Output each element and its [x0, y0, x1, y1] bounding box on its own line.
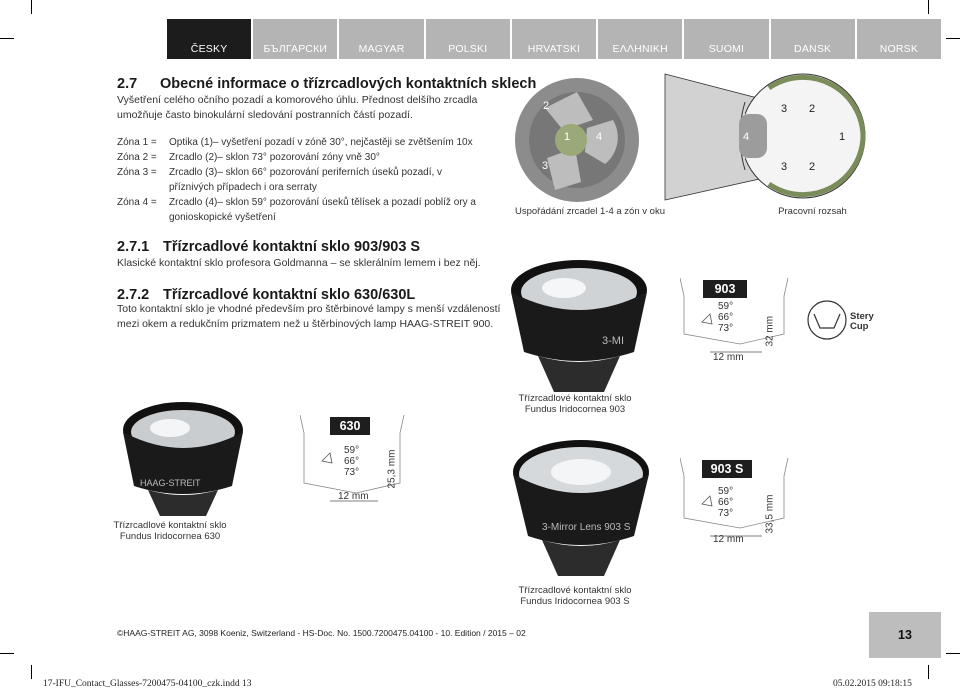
- sub2-text-line: mezi okem a redukčním prizmatem než u štěrbinových lamp HAAG-STREIT 900.: [117, 318, 494, 330]
- crop-mark: [946, 38, 960, 39]
- zone-key: Zóna 4 =: [117, 197, 157, 208]
- working-range-diagram: [655, 72, 870, 204]
- angle-icon: [322, 453, 332, 463]
- angle-value: 66°: [718, 312, 734, 323]
- lens-photo-630: [118, 398, 248, 520]
- zone-text: Zrcadlo (4)– sklon 59° pozorování úseků tělísek a pozadí poblíž ory a: [169, 197, 476, 208]
- diagram2-label: 3: [781, 161, 788, 173]
- crop-mark: [928, 665, 929, 679]
- diagram2-label: 1: [839, 131, 846, 143]
- width-630: 12 mm: [338, 491, 369, 502]
- angle-value: 73°: [718, 508, 734, 519]
- angles-630: [344, 445, 359, 478]
- caption-line: Fundus Iridocornea 903: [524, 404, 626, 415]
- footer-copyright: ©HAAG-STREIT AG, 3098 Koeniz, Switzerland - HS-Doc. No. 1500.7200475.04100 - 10. Edition / 2015 – 02: [117, 628, 526, 638]
- lens-reflection: [551, 459, 611, 485]
- page-number-box: 13: [869, 612, 941, 658]
- angles-903s: [718, 486, 733, 519]
- lens-caption-903: [500, 393, 650, 415]
- stery-line: Stery: [850, 311, 874, 322]
- section-title: Obecné informace o třízrcadlových kontaktních sklech: [160, 76, 537, 92]
- caption-line: Třízrcadlové kontaktní sklo: [518, 585, 632, 596]
- diagram2-label: 3: [781, 103, 788, 115]
- sub2-number: 2.7.2: [117, 287, 150, 303]
- lens-reflection: [542, 278, 586, 298]
- lens-reflection: [150, 419, 190, 437]
- product-name-903: 903: [703, 280, 747, 298]
- product-name-903s: 903 S: [702, 460, 752, 478]
- section-intro: [117, 93, 502, 123]
- lens-caption-630: [110, 520, 230, 542]
- language-tabs: [167, 19, 941, 59]
- product-name-630: 630: [330, 417, 370, 435]
- angle-value: 66°: [344, 456, 360, 467]
- angle-value: 59°: [718, 486, 734, 497]
- angle-value: 73°: [344, 467, 360, 478]
- crop-mark: [31, 665, 32, 679]
- width-903s: 12 mm: [713, 534, 744, 545]
- stery-cup-icon: [806, 299, 848, 341]
- lens-engraving: 3-Mirror Lens 903 S: [542, 522, 631, 533]
- sub2-text-line: Toto kontaktní sklo je vhodné především pro štěrbinové lampy s menší vzdáleností: [117, 303, 501, 315]
- section-number: 2.7: [117, 76, 138, 92]
- diagram1-caption: Uspořádání zrcadel 1-4 a zón v oku: [515, 206, 665, 217]
- angle-icon: [702, 496, 712, 506]
- angle-value: 59°: [344, 445, 360, 456]
- zone-key: Zóna 2 =: [117, 152, 157, 163]
- diagram2-label: 4: [743, 131, 750, 143]
- crop-mark: [0, 38, 14, 39]
- crop-mark: [928, 0, 929, 14]
- lens-base: [538, 356, 620, 392]
- sub1-text: Klasické kontaktní sklo profesora Goldmanna – se sklerálním lemem i bez něj.: [117, 257, 481, 269]
- diagram1-label: 4: [596, 131, 603, 143]
- caption-line: Třízrcadlové kontaktní sklo: [518, 393, 632, 404]
- footer-filename: 17-IFU_Contact_Glasses-7200475-04100_czk.indd 13: [43, 679, 252, 689]
- zone-key: Zóna 3 =: [117, 167, 157, 178]
- height-630: 25,3 mm: [386, 449, 398, 489]
- zone-text: Zrcadlo (3)– sklon 66° pozorování periferních úseků pozadí, v: [169, 167, 443, 178]
- intro-line: Vyšetření celého očního pozadí a komorového úhlu. Přednost delšího zrcadla: [117, 94, 478, 106]
- central-optic: [555, 124, 587, 156]
- lens-photo-903: [504, 252, 654, 398]
- angle-icon: [702, 314, 712, 324]
- height-903s: 33,5 mm: [764, 494, 776, 534]
- lens-engraving: HAAG-STREIT: [140, 478, 201, 488]
- footer-date: 05.02.2015 09:18:15: [833, 679, 912, 689]
- zone-text: Optika (1)– vyšetření pozadí v zóně 30°, nejčastěji se zvětšením 10x: [169, 137, 473, 148]
- height-903: 32 mm: [764, 315, 776, 347]
- diagram2-caption: Pracovní rozsah: [778, 206, 847, 217]
- diagram1-label: 1: [564, 131, 571, 143]
- caption-line: Fundus Iridocornea 630: [119, 531, 221, 542]
- stery-line: Cup: [850, 321, 869, 332]
- lens-photo-903s: [506, 432, 656, 580]
- diagram2-label: 2: [809, 103, 816, 115]
- stery-circle: [808, 301, 846, 339]
- stery-cup-shape: [814, 314, 840, 328]
- diagram1-label: 3: [542, 160, 549, 172]
- angle-value: 66°: [718, 497, 734, 508]
- angle-value: 73°: [718, 323, 734, 334]
- crop-mark: [0, 653, 14, 654]
- tab-bulgarski[interactable]: БЪЛГАРСКИ: [253, 19, 337, 59]
- intro-line: umožňuje často binokulární sledování postranních částí pozadí.: [117, 109, 413, 121]
- angles-903: [718, 301, 733, 334]
- lens-engraving: 3-MI: [602, 335, 624, 347]
- tab-magyar[interactable]: MAGYAR: [339, 19, 423, 59]
- zone-key: Zóna 1 =: [117, 137, 157, 148]
- tab-ellinika[interactable]: ΕΛΛΗΝΙΚΗ: [598, 19, 682, 59]
- tab-polski[interactable]: POLSKI: [426, 19, 510, 59]
- zone-text: gonioskopické vyšetření: [169, 212, 276, 223]
- lens-base: [542, 540, 620, 576]
- mirror-arrangement-diagram: [505, 78, 655, 208]
- sub2-text: [117, 302, 500, 332]
- sub2-title: Třízrcadlové kontaktní sklo 630/630L: [163, 287, 416, 303]
- tab-cesky[interactable]: ČESKY: [167, 19, 251, 59]
- tab-suomi[interactable]: SUOMI: [684, 19, 768, 59]
- sub1-title: Třízrcadlové kontaktní sklo 903/903 S: [163, 239, 421, 255]
- diagram2-label: 2: [809, 161, 816, 173]
- caption-line: Fundus Iridocornea 903 S: [520, 596, 630, 607]
- crop-mark: [31, 0, 32, 14]
- zone-text: Zrcadlo (2)– sklon 73° pozorování zóny vně 30°: [169, 152, 380, 163]
- tab-dansk[interactable]: DANSK: [771, 19, 855, 59]
- zone-text: příznivých případech i ora serraty: [169, 182, 317, 193]
- angle-value: 59°: [718, 301, 734, 312]
- diagram1-label: 2: [543, 100, 550, 112]
- width-903: 12 mm: [713, 352, 744, 363]
- tab-norsk[interactable]: NORSK: [857, 19, 941, 59]
- sub1-number: 2.7.1: [117, 239, 150, 255]
- tab-hrvatski[interactable]: HRVATSKI: [512, 19, 596, 59]
- caption-line: Třízrcadlové kontaktní sklo: [113, 520, 227, 531]
- crop-mark: [946, 653, 960, 654]
- stery-cup-label: [850, 312, 874, 332]
- lens-caption-903s: [500, 585, 650, 607]
